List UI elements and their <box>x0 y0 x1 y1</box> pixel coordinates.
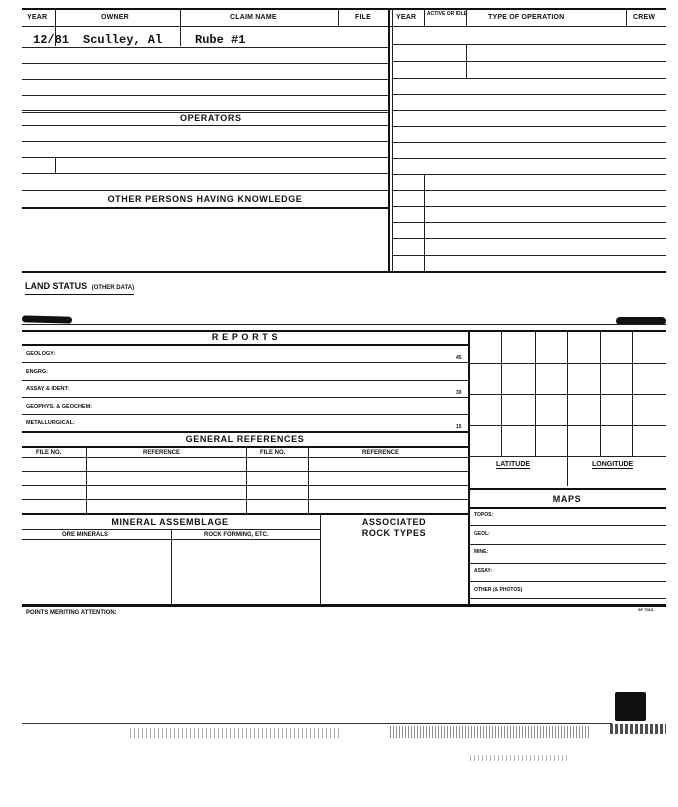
land-status-sub: (OTHER DATA) <box>91 285 135 291</box>
section-mineral-assemblage: MINERAL ASSEMBLAGE <box>111 517 229 527</box>
maps-mine: MINE: <box>474 549 489 555</box>
points-meriting-attention: POINTS MERITING ATTENTION: <box>26 610 117 616</box>
report-metallurgical-code: 15 <box>456 424 462 430</box>
section-maps: MAPS <box>552 494 582 504</box>
report-engrg: ENGRG: <box>26 369 48 375</box>
header-claim-name: CLAIM NAME <box>230 14 277 21</box>
refs-reference-1: REFERENCE <box>143 450 181 456</box>
land-status-heading <box>25 276 134 295</box>
maps-other: OTHER (& PHOTOS) <box>474 587 523 593</box>
section-reports: R E P O R T S <box>211 332 279 342</box>
land-status-label: LAND STATUS <box>25 281 88 291</box>
header-type-of-operation: TYPE OF OPERATION <box>488 14 565 21</box>
header-owner: OWNER <box>101 14 129 21</box>
maps-assay: ASSAY: <box>474 568 493 574</box>
entry-date: 12/81 <box>33 33 70 47</box>
header-active-idle: ACTIVE OR IDLE <box>427 11 468 17</box>
latitude-label: LATITUDE <box>496 461 531 468</box>
section-other-persons: OTHER PERSONS HAVING KNOWLEDGE <box>107 194 303 204</box>
maps-topos: TOPOS: <box>474 512 494 518</box>
mineral-ore: ORE MINERALS <box>62 532 109 538</box>
report-assay-code: 30 <box>456 390 462 396</box>
section-operators: OPERATORS <box>180 113 242 123</box>
longitude-label: LONGITUDE <box>592 461 634 468</box>
header-year: YEAR <box>27 14 48 21</box>
header-crew: CREW <box>633 14 656 21</box>
section-associated-2: ROCK TYPES <box>361 528 427 538</box>
section-general-references: GENERAL REFERENCES <box>185 434 305 444</box>
entry-owner: Sculley, Al <box>83 33 163 47</box>
refs-file-no-1: FILE NO. <box>36 450 62 456</box>
report-assay: ASSAY & IDENT: <box>26 386 70 392</box>
entry-claim: Rube #1 <box>195 33 246 47</box>
mineral-rock-forming: ROCK FORMING, ETC. <box>204 532 269 538</box>
report-geology-code: 45 <box>456 355 462 361</box>
report-geology: GEOLOGY: <box>26 351 56 357</box>
maps-geol: GEOL: <box>474 531 490 537</box>
header-file: FILE <box>355 14 371 21</box>
report-geophys: GEOPHYS. & GEOCHEM: <box>26 404 93 410</box>
report-metallurgical: METALLURGICAL: <box>26 420 75 426</box>
refs-file-no-2: FILE NO. <box>260 450 286 456</box>
section-associated-1: ASSOCIATED <box>361 517 427 527</box>
header-year-2: YEAR <box>396 14 417 21</box>
form-code: SF 7013 <box>638 607 654 612</box>
refs-reference-2: REFERENCE <box>362 450 400 456</box>
